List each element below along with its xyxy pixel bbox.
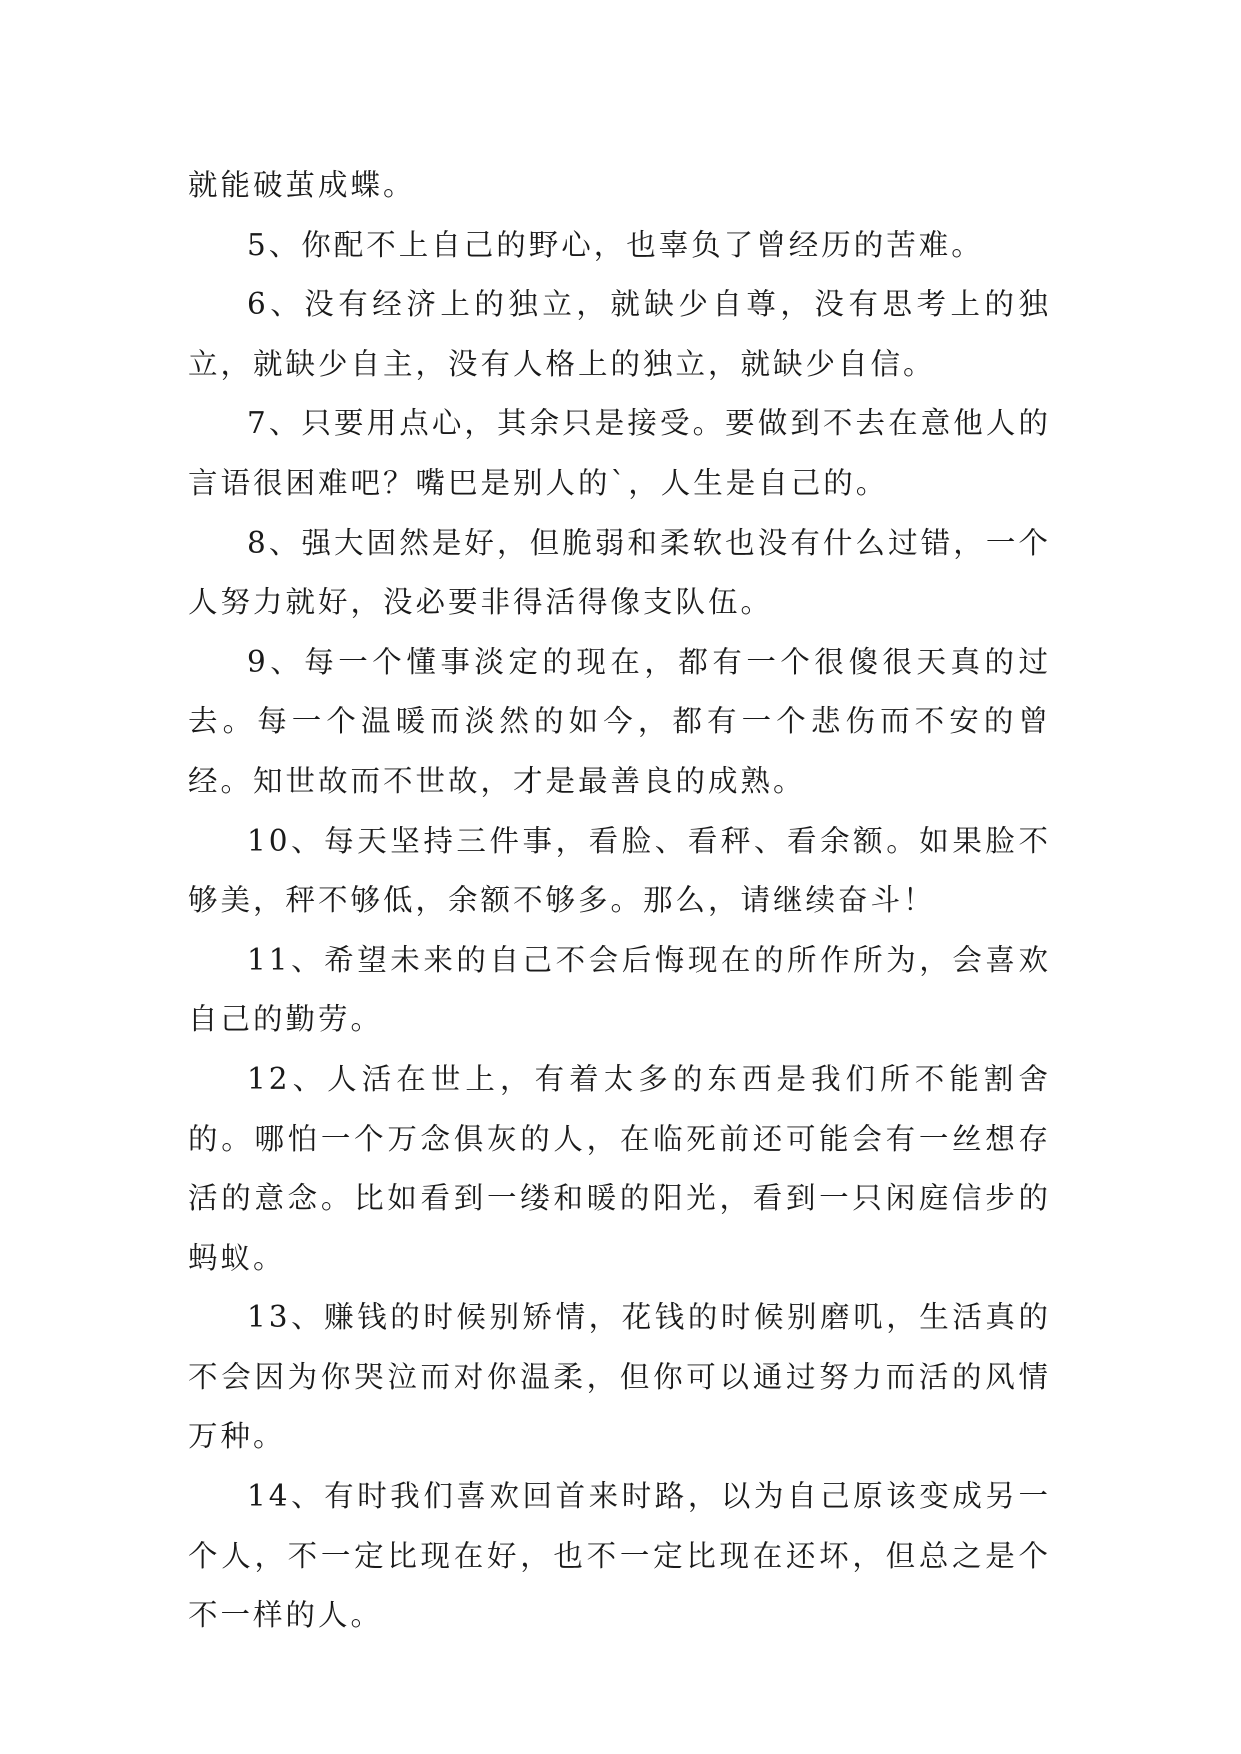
paragraph-item-9: 9、每一个懂事淡定的现在，都有一个很傻很天真的过去。每一个温暖而淡然的如今，都有一个悲伤而不安的曾经。知世故而不世故，才是最善良的成熟。	[188, 644, 1051, 798]
paragraph-item-11: 11、希望未来的自己不会后悔现在的所作所为，会喜欢自己的勤劳。	[188, 942, 1051, 1037]
paragraph-item-5: 5、你配不上自己的野心，也辜负了曾经历的苦难。	[247, 227, 984, 262]
document-body	[188, 156, 1051, 1646]
paragraph-item-13: 13、赚钱的时候别矫情，花钱的时候别磨叽，生活真的不会因为你哭泣而对你温柔，但你可以通过努力而活的风情万种。	[188, 1300, 1051, 1454]
paragraph-item-7: 7、只要用点心，其余只是接受。要做到不去在意他人的言语很困难吧？嘴巴是别人的`，人生是自己的。	[188, 406, 1051, 500]
paragraph-continuation: 就能破茧成蝶。	[188, 168, 416, 202]
paragraph-item-10: 10、每天坚持三件事，看脸、看秤、看余额。如果脸不够美，秤不够低，余额不够多。那么，请继续奋斗！	[188, 823, 1051, 918]
paragraph-item-12: 12、人活在世上，有着太多的东西是我们所不能割舍的。哪怕一个万念俱灰的人，在临死前还可能会有一丝想存活的意念。比如看到一缕和暖的阳光，看到一只闲庭信步的蚂蚁。	[188, 1061, 1051, 1275]
paragraph-item-14: 14、有时我们喜欢回首来时路，以为自己原该变成另一个人，不一定比现在好，也不一定比现在还坏，但总之是个不一样的人。	[188, 1479, 1051, 1633]
paragraph-item-6: 6、没有经济上的独立，就缺少自尊，没有思考上的独立，就缺少自主，没有人格上的独立，就缺少自信。	[188, 287, 1051, 381]
paragraph-item-8: 8、强大固然是好，但脆弱和柔软也没有什么过错，一个人努力就好，没必要非得活得像支队伍。	[188, 525, 1051, 620]
